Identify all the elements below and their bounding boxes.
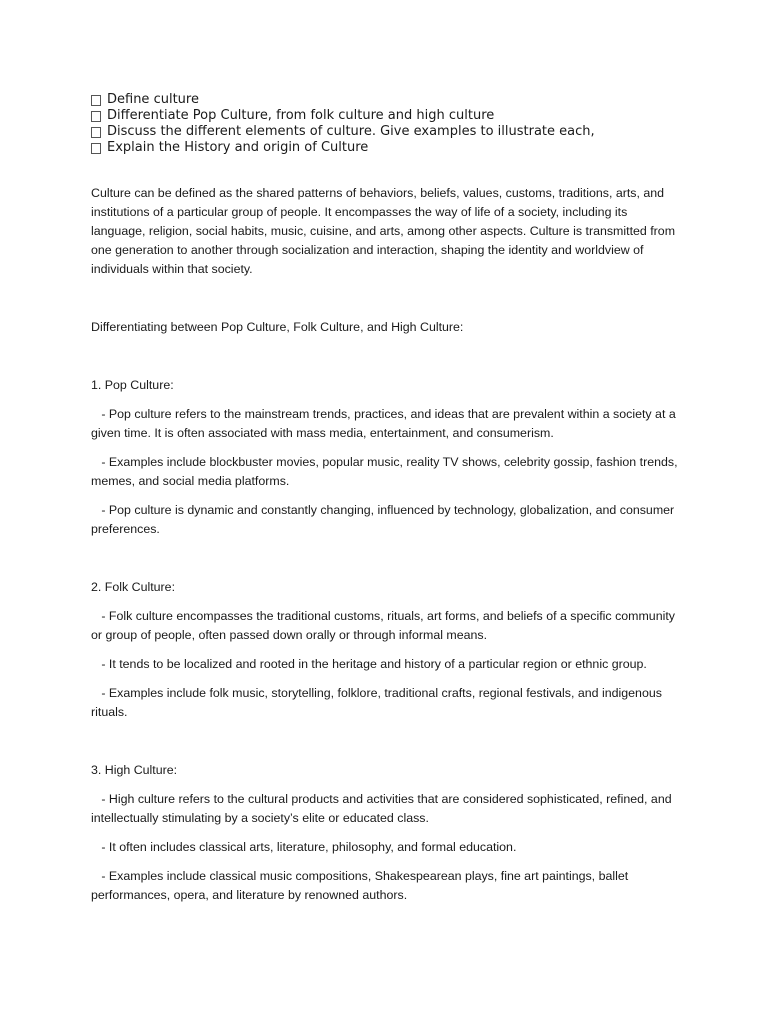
objective-item <box>91 124 711 140</box>
folk-culture-point: - Folk culture encompasses the traditional customs, rituals, art forms, and beliefs of a specific community or group of people, often passed down orally or through informal means. <box>91 609 679 642</box>
folk-culture-point: - Examples include folk music, storytelling, folklore, traditional crafts, regional festivals, and indigenous rituals. <box>91 686 666 719</box>
high-culture-heading: 3. High Culture: <box>91 763 178 777</box>
objective-item <box>91 92 711 108</box>
objective-text: Define culture <box>107 92 199 107</box>
missing-glyph-bullet-icon <box>91 95 101 106</box>
missing-glyph-bullet-icon <box>91 127 101 138</box>
culture-definition-paragraph: Culture can be defined as the shared patterns of behaviors, beliefs, values, customs, traditions, arts, and institutions of a particular group of people. It encompasses the way of life of a society, including its language, religion, social habits, music, cuisine, and arts, among other aspects. Culture is transmitted from one generation to another through socialization and interaction, shaping the identity and worldview of individuals within that society. <box>91 186 676 276</box>
missing-glyph-bullet-icon <box>91 143 101 154</box>
pop-culture-point: - Examples include blockbuster movies, popular music, reality TV shows, celebrity gossip, fashion trends, memes, and social media platforms. <box>91 455 681 488</box>
high-culture-point: - Examples include classical music compositions, Shakespearean plays, fine art paintings, ballet performances, opera, and literature by renowned authors. <box>91 869 632 902</box>
objective-item <box>91 108 711 124</box>
pop-culture-point: - Pop culture refers to the mainstream trends, practices, and ideas that are prevalent within a society at a given time. It is often associated with mass media, entertainment, and consumerism. <box>91 407 680 440</box>
objective-text: Explain the History and origin of Culture <box>107 140 369 155</box>
objective-item <box>91 140 711 156</box>
high-culture-point: - High culture refers to the cultural products and activities that are considered sophisticated, refined, and intellectually stimulating by a society’s elite or educated class. <box>91 792 676 825</box>
high-culture-point: - It often includes classical arts, literature, philosophy, and formal education. <box>91 840 517 854</box>
pop-culture-heading: 1. Pop Culture: <box>91 378 174 392</box>
folk-culture-heading: 2. Folk Culture: <box>91 580 176 594</box>
objectives-list <box>91 92 711 156</box>
objective-text: Discuss the different elements of culture. Give examples to illustrate each, <box>107 124 595 139</box>
differentiating-heading: Differentiating between Pop Culture, Folk Culture, and High Culture: <box>91 320 464 334</box>
missing-glyph-bullet-icon <box>91 111 101 122</box>
pop-culture-point: - Pop culture is dynamic and constantly changing, influenced by technology, globalization, and consumer preferences. <box>91 503 678 536</box>
objective-text: Differentiate Pop Culture, from folk culture and high culture <box>107 108 495 123</box>
folk-culture-point: - It tends to be localized and rooted in the heritage and history of a particular region or ethnic group. <box>91 657 647 671</box>
